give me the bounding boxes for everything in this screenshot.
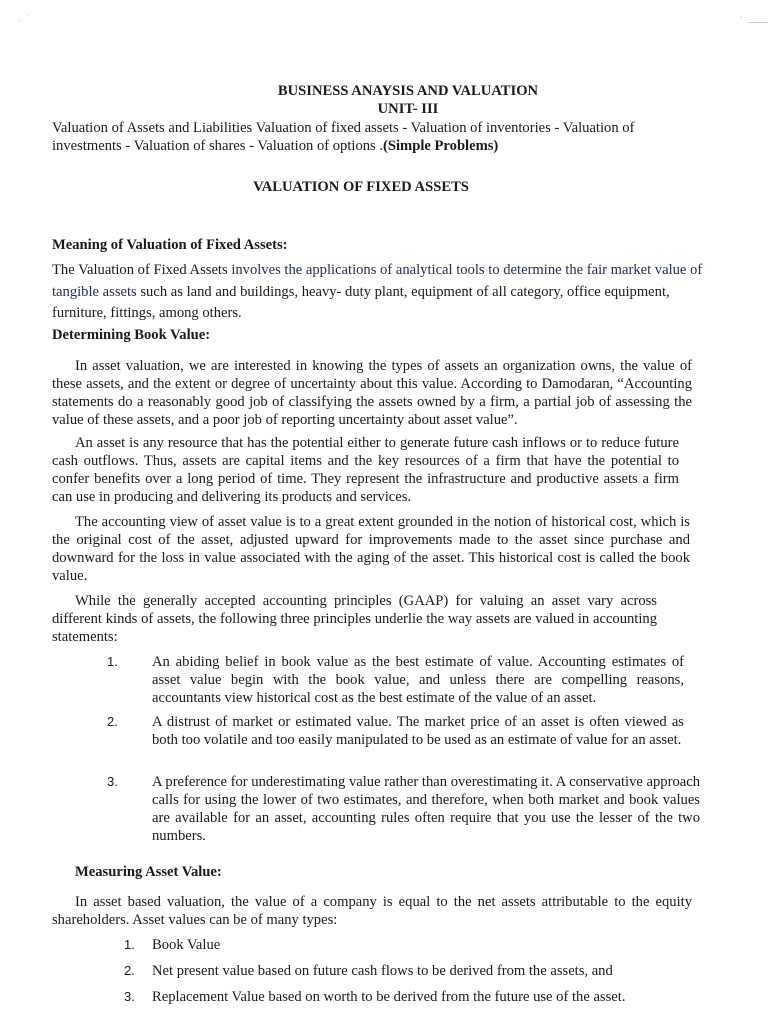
meaning-text-end: such as land and buildings, heavy- duty plant, equipment of all category, office equipment, furniture, fittings, among others. [52, 283, 670, 321]
section-title: VALUATION OF FIXED ASSETS [253, 179, 469, 195]
book-value-heading: Determining Book Value: [52, 327, 211, 343]
meaning-paragraph [52, 260, 706, 325]
asset-type-number: 1. [124, 937, 135, 952]
asset-type-item [52, 936, 700, 954]
asset-type-item [52, 962, 700, 980]
corner-mark-right: · [740, 13, 743, 22]
principle-number: 1. [107, 654, 118, 669]
principle-number: 2. [107, 714, 118, 729]
corner-line [748, 22, 768, 23]
syllabus-text: Valuation of Assets and Liabilities Valuation of fixed assets - Valuation of inventories - Valuation of investments - Valuation of shares - Valuation of options . [52, 120, 635, 154]
meaning-heading: Meaning of Valuation of Fixed Assets: [52, 237, 288, 253]
book-value-paragraph-2: An asset is any resource that has the potential either to generate future cash inflows or to reduce future cash outflows. Thus, assets are capital items and the key resources of a firm that have the potential to confer benefits over a long period of time. They represent the infrastructure and productive assets a firm can use in producing and delivering its products and services. [52, 435, 679, 505]
corner-mark-left: · [18, 17, 21, 26]
asset-type-text: Net present value based on future cash flows to be derived from the assets, and [152, 963, 613, 979]
doc-title: BUSINESS ANAYSIS AND VALUATION [277, 83, 539, 99]
book-value-paragraph-3: The accounting view of asset value is to a great extent grounded in the notion of historical cost, which is the original cost of the asset, adjusted upward for improvements made to the asset since purchase and downward for the loss in value associated with the aging of the asset. This historical cost is called the book value. [52, 514, 690, 584]
principle-item [52, 653, 700, 707]
principle-text: An abiding belief in book value as the best estimate of value. Accounting estimates of asset value begin with the book value, and unless there are compelling reasons, accountants view historical cost as the best estimate of the value of an asset. [152, 654, 684, 706]
measuring-paragraph: In asset based valuation, the value of a company is equal to the net assets attributable to the equity shareholders. Asset values can be of many types: [52, 894, 692, 928]
meaning-text-start: The Valuation of Fixed Assets [52, 262, 232, 278]
book-value-paragraph-4: While the generally accepted accounting principles (GAAP) for valuing an asset vary across different kinds of assets, the following three principles underlie the way assets are valued in accounting statements: [52, 593, 657, 645]
asset-type-number: 2. [124, 963, 135, 978]
book-value-paragraph-1: In asset valuation, we are interested in knowing the types of assets an organization owns, the value of these assets, and the extent or degree of uncertainty about this value. According to Damodaran, “Accounting statements do a reasonably good job of classifying the assets owned by a firm, a partial job of assessing the value of these assets, and a poor job of reporting uncertainty about asset value”. [52, 358, 692, 428]
measuring-heading: Measuring Asset Value: [75, 864, 222, 880]
corner-mark-left-top: ˙ [26, 13, 29, 22]
asset-type-text: Book Value [152, 937, 221, 953]
principle-number: 3. [107, 774, 118, 789]
asset-type-text: Replacement Value based on worth to be derived from the future use of the asset. [152, 989, 626, 1005]
unit-label: UNIT- III [377, 101, 439, 117]
principle-text: A distrust of market or estimated value. The market price of an asset is often viewed as both too volatile and too easily manipulated to be used as an estimate of value for an asset. [152, 714, 684, 748]
meaning-text-link: involves the applications of analytical tools to determine the fair market value of tangible assets [52, 262, 703, 300]
principle-item [52, 773, 700, 845]
syllabus-bold: (Simple Problems) [383, 138, 499, 154]
principle-text: A preference for underestimating value rather than overestimating it. A conservative approach calls for using the lower of two estimates, and therefore, when both market and book values are available for an asset, accounting rules often require that you use the lesser of the two numbers. [152, 774, 700, 844]
asset-type-item [52, 988, 700, 1006]
asset-type-number: 3. [124, 989, 135, 1004]
syllabus [52, 119, 672, 155]
principle-item [52, 713, 700, 749]
